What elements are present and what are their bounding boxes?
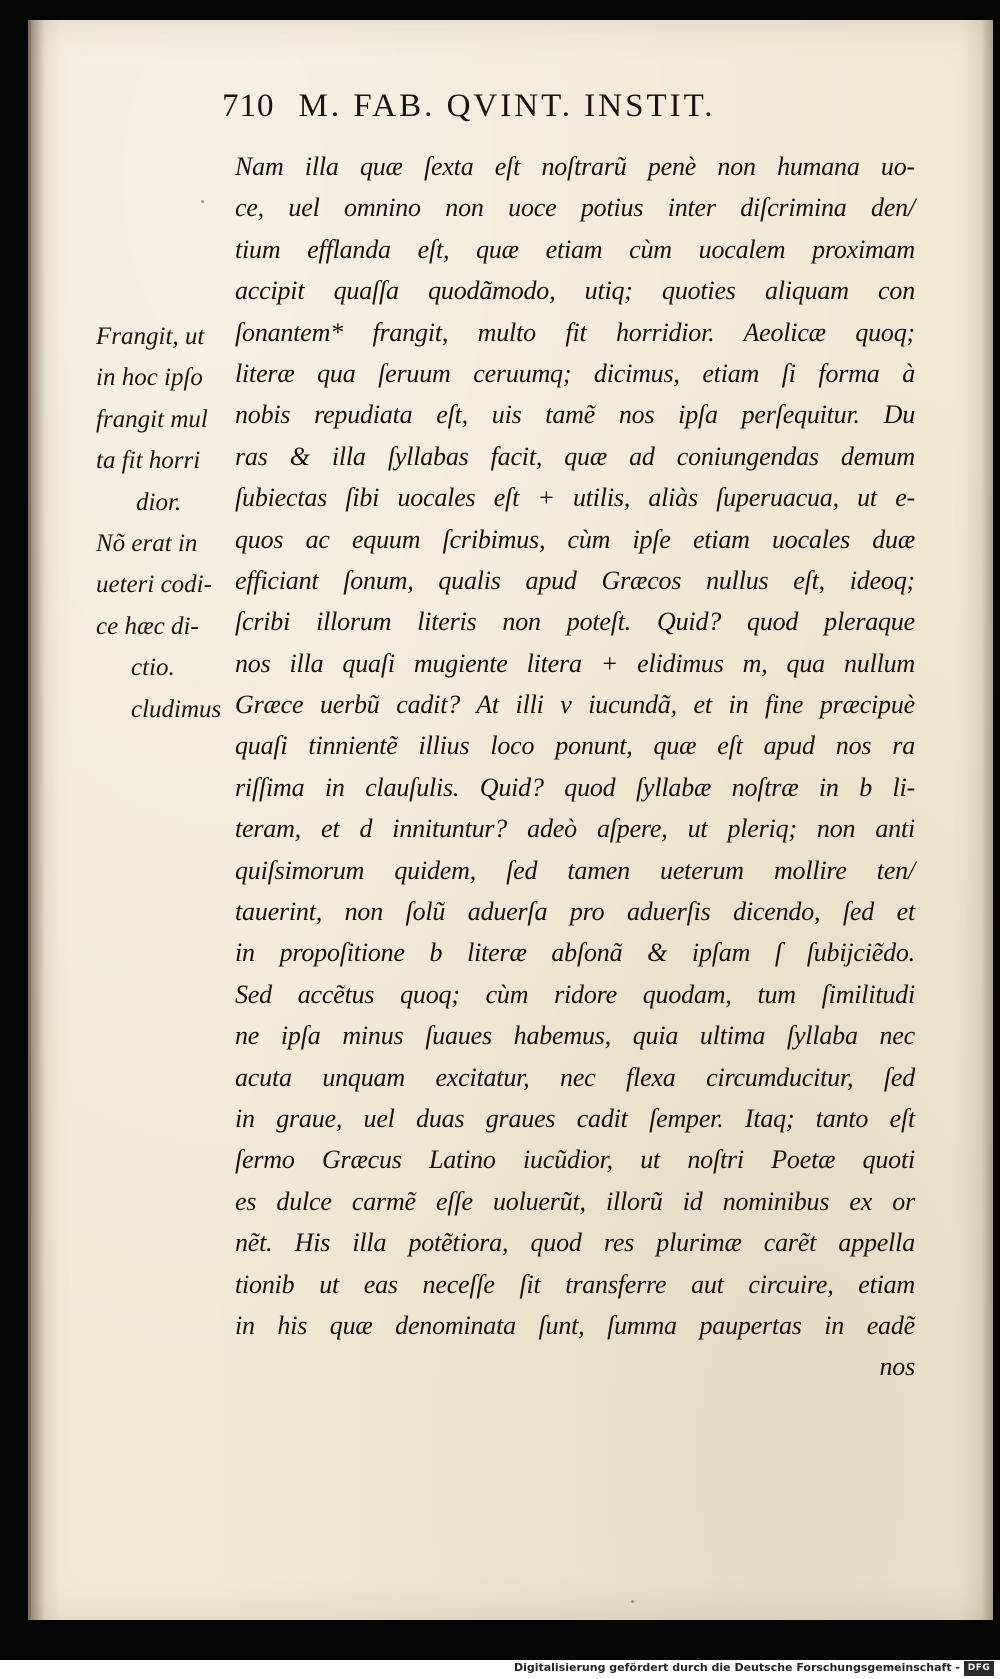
main-text-block — [235, 146, 915, 1388]
running-title: M. FAB. QVINT. INSTIT. — [298, 88, 716, 124]
paper-speck — [631, 1600, 634, 1603]
text-line: quiſsimorum quidem, ſed tamen ueterum mollire ten/ — [235, 855, 915, 885]
text-line: ſonantem* frangit, multo fit horridior. Aeolicæ quoq; — [235, 317, 915, 347]
text-line: in his quæ denominata ſunt, ſumma paupertas in eadẽ — [235, 1310, 915, 1340]
text-line: nẽt. His illa potẽtiora, quod res plurimæ carẽt appella — [235, 1228, 915, 1258]
margin-note-line: Frangit, ut — [96, 323, 205, 350]
text-line: quaſi tinnientẽ illius loco ponunt, quæ eſt apud nos ra — [235, 731, 915, 761]
text-line: ſermo Græcus Latino iucũdior, ut noſtri Poetæ quoti — [235, 1145, 915, 1175]
text-line: quos ac equum ſcribimus, cùm ipſe etiam uocales duæ — [235, 524, 915, 554]
margin-note-line: ta fit horri — [96, 447, 201, 475]
text-line: Sed accẽtus quoq; cùm ridore quodam, tum ſimilitudi — [235, 979, 915, 1009]
running-head — [222, 88, 882, 125]
text-line: tium efflanda eſt, quæ etiam cùm uocalem proximam — [235, 234, 915, 264]
text-line: ſcribi illorum literis non poteſt. Quid? quod pleraque — [235, 607, 915, 637]
margin-note-line: ctio. — [131, 654, 175, 682]
text-line: ras & illa ſyllabas facit, quæ ad coniungendas demum — [235, 441, 915, 471]
text-line: tauerint, non ſolũ aduerſa pro aduerſis dicendo, ſed et — [235, 897, 915, 927]
text-line: in propoſitione b literæ abſonã & ipſam ſ ſubijciẽdo. — [235, 938, 915, 968]
text-line: nos illa quaſi mugiente litera + elidimus m, qua nullum — [235, 648, 915, 678]
margin-note-line: frangit mul — [96, 405, 208, 433]
marginal-notes — [96, 316, 246, 730]
dfg-logo-icon: DFG — [964, 1661, 994, 1676]
digitization-credit: Digitalisierung gefördert durch die Deutsche Forschungsgemeinschaft - — [513, 1661, 960, 1674]
margin-note-line: in hoc ipſo — [96, 364, 203, 392]
text-line: accipit quaſſa quodãmodo, utiq; quoties aliquam con — [235, 276, 915, 306]
margin-note-line: cludimus — [131, 695, 222, 723]
text-line: ne ipſa minus ſuaues habemus, quia ultima ſyllaba nec — [235, 1021, 915, 1051]
margin-note-line: ce hæc di- — [96, 612, 199, 640]
text-line: Nam illa quæ ſexta eſt noſtrarũ penè non humana uo- — [235, 152, 915, 181]
text-line: ce, uel omnino non uoce potius inter diſcrimina den/ — [235, 193, 915, 223]
text-line: in graue, uel duas graues cadit ſemper. Itaq; tanto eſt — [235, 1103, 915, 1133]
gutter-shadow — [31, 20, 45, 1620]
text-line: teram, et d innituntur? adeò aſpere, ut pleriq; non anti — [235, 814, 915, 844]
text-line: es dulce carmẽ eſſe uoluerũt, illorũ id nominibus ex or — [235, 1186, 915, 1216]
text-line: efficiant ſonum, qualis apud Græcos nullus eſt, ideoq; — [235, 565, 915, 595]
text-line: tionib ut eas neceſſe ſit transferre aut circuire, etiam — [235, 1269, 915, 1299]
margin-note-line: ueteri codi- — [96, 571, 212, 599]
page-number: 710 — [222, 88, 275, 124]
text-line: riſſima in clauſulis. Quid? quod ſyllabæ noſtræ in b li- — [235, 772, 915, 802]
paper-speck — [201, 200, 204, 203]
text-line: Græce uerbũ cadit? At illi ν iucundã, et in fine præcipuè — [235, 690, 915, 720]
text-line: nobis repudiata eſt, uis tamẽ nos ipſa perſequitur. Du — [235, 400, 915, 430]
catchword: nos — [879, 1352, 915, 1382]
page-edge-shadow — [981, 20, 993, 1620]
text-line: acuta unquam excitatur, nec flexa circumducitur, ſed — [235, 1062, 915, 1092]
text-line: literæ qua ſeruum ceruumq; dicimus, etiam ſi forma à — [235, 358, 915, 388]
text-line: ſubiectas ſibi uocales eſt + utilis, aliàs ſuperuacua, ut e- — [235, 483, 915, 513]
margin-note-line: dior. — [136, 488, 182, 516]
margin-note-line: Nõ erat in — [96, 529, 198, 557]
